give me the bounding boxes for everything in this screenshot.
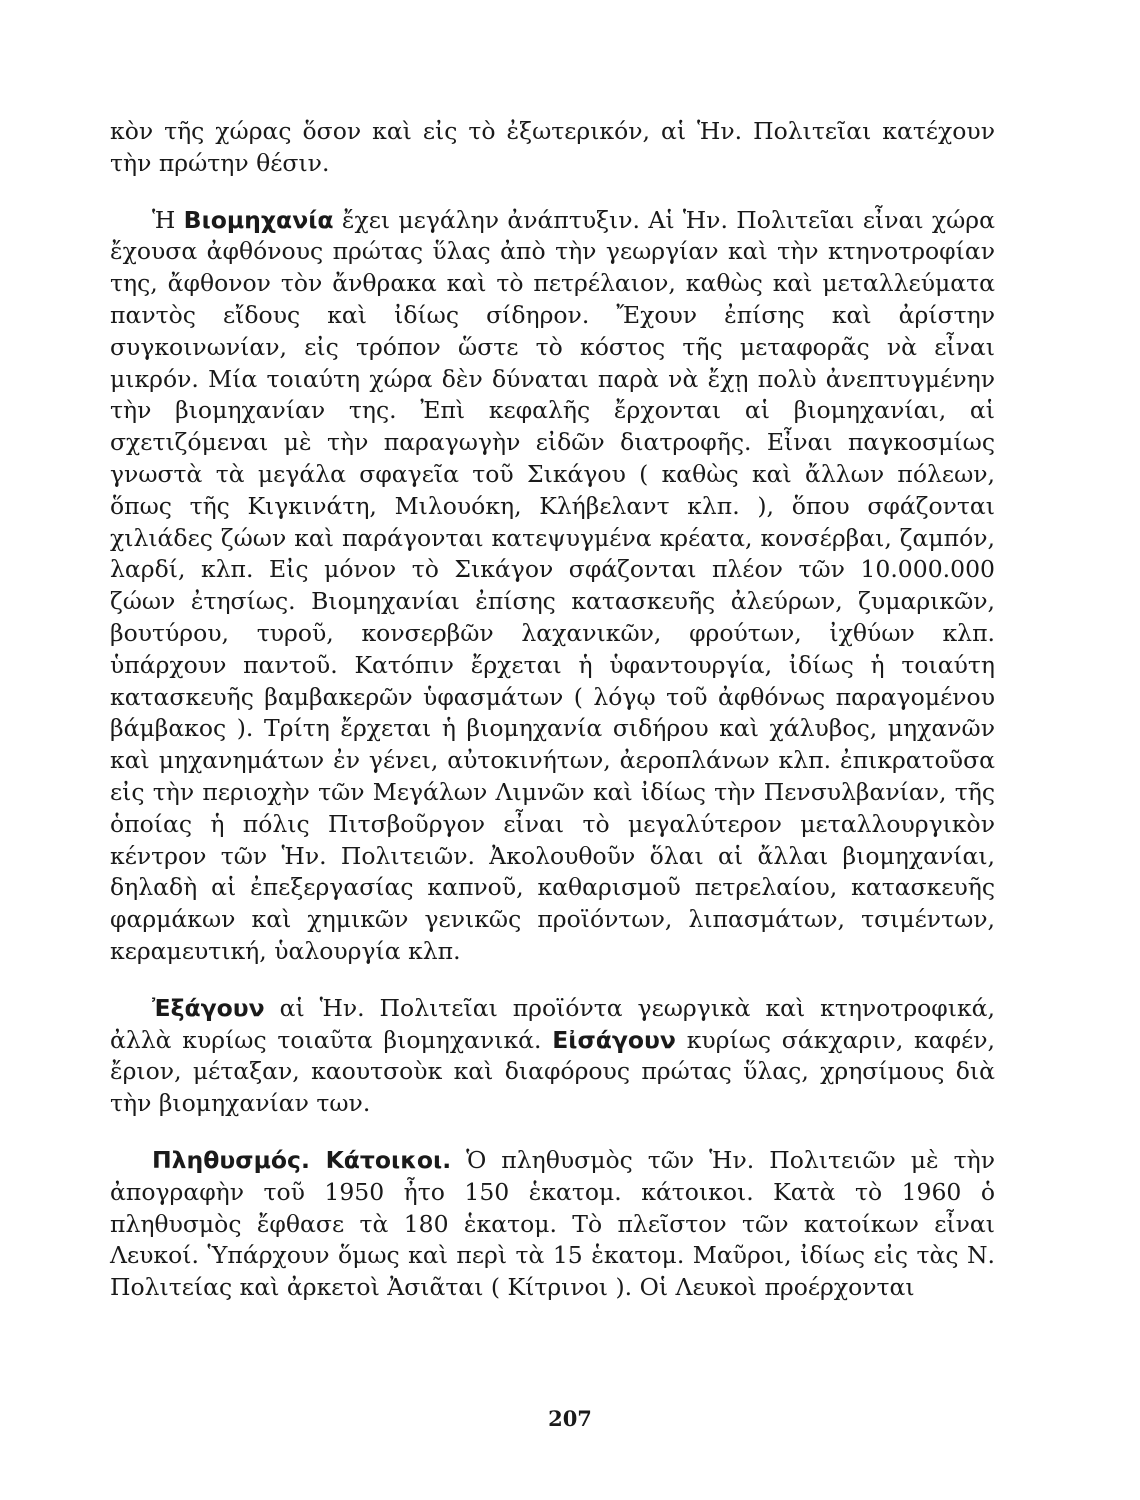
body-text	[110, 116, 995, 1304]
page-number: 207	[548, 1406, 592, 1431]
intro-paragraph: κὸν τῆς χώρας ὅσον καὶ εἰς τὸ ἐξωτερικόν, αἱ Ἡν. Πολιτεῖαι κατέχουν τὴν πρώτην θέσιν.	[110, 117, 995, 177]
industry-prefix: Ἡ	[152, 205, 184, 234]
industry-heading: Βιομηχανία	[183, 205, 334, 234]
trade-paragraph	[110, 993, 995, 1120]
exports-heading: Ἐξάγουν	[152, 993, 265, 1022]
imports-text: κυρίως σάκχαριν, καφέν, ἔριον, μέταξαν, καουτσοὺκ καὶ διαφόρους πρώτας ὕλας, χρησίμους διὰ τὴν βιομηχανίαν των.	[110, 1025, 995, 1118]
exports-text: αἱ Ἡν. Πολιτεῖαι προϊόντα γεωργικὰ καὶ κτηνοτροφικά, ἀλλὰ κυρίως τοιαῦτα βιομηχανικά.	[110, 993, 995, 1054]
industry-text: ἔχει μεγάλην ἀνάπτυξιν. Αἱ Ἡν. Πολιτεῖαι εἶναι χώρα ἔχουσα ἀφθόνους πρώτας ὕλας ἀπὸ τὴν γεωργίαν καὶ τὴν κτηνοτροφίαν της, ἄφθονον τὸν ἄνθρακα καὶ τὸ πετρέλαιον, καθὼς καὶ μεταλλεύματα παντὸς εἴδους καὶ ἰδίως σίδηρον. Ἔχουν ἐπίσης καὶ ἀρίστην συγκοινωνίαν, εἰς τρόπον ὥστε τὸ κόστος τῆς μεταφορᾶς νὰ εἶναι μικρόν. Μία τοιαύτη χώρα δὲν δύναται παρὰ νὰ ἔχῃ πολὺ ἀνεπτυγμένην τὴν βιομηχανίαν της. Ἐπὶ κεφαλῆς ἔρχονται αἱ βιομηχανίαι, αἱ σχετιζόμεναι μὲ τὴν παραγωγὴν εἰδῶν διατροφῆς. Εἶναι παγκοσμίως γνωστὰ τὰ μεγάλα σφαγεῖα τοῦ Σικάγου ( καθὼς καὶ ἄλλων πόλεων, ὅπως τῆς Κιγκινάτη, Μιλουόκη, Κλήβελαντ κλπ. ), ὅπου σφάζονται χιλιάδες ζώων καὶ παράγονται κατεψυγμένα κρέατα, κονσέρβαι, ζαμπόν, λαρδί, κλπ. Εἰς μόνον τὸ Σικάγον σφάζονται πλέον τῶν 10.000.000 ζώων ἐτησίως. Βιομηχανίαι ἐπίσης κατασκευῆς ἀλεύρων, ζυμαρικῶν, βουτύρου, τυροῦ, κονσερβῶν λαχανικῶν, φρούτων, ἰχθύων κλπ. ὑπάρχουν παντοῦ. Κατόπιν ἔρχεται ἡ ὑφαντουργία, ἰδίως ἡ τοιαύτη κατασκευῆς βαμβακερῶν ὑφασμάτων ( λόγῳ τοῦ ἀφθόνως παραγομένου βάμβακος ). Τρίτη ἔρχεται ἡ βιομηχανία σιδήρου καὶ χάλυβος, μηχανῶν καὶ μηχανημάτων ἐν γένει, αὐτοκινήτων, ἀεροπλάνων κλπ. ἐπικρατοῦσα εἰς τὴν περιοχὴν τῶν Μεγάλων Λιμνῶν καὶ ἰδίως τὴν Πενσυλβανίαν, τῆς ὁποίας ἡ πόλις Πιτσβοῦργον εἶναι τὸ μεγαλύτερον μεταλλουργικὸν κέντρον τῶν Ἡν. Πολιτειῶν. Ἀκολουθοῦν ὅλαι αἱ ἄλλαι βιομηχανίαι, δηλαδὴ αἱ ἐπεξεργασίας καπνοῦ, καθαρισμοῦ πετρελαίου, κατασκευῆς φαρμάκων καὶ χημικῶν γενικῶς προϊόντων, λιπασμάτων, τσιμέντων, κεραμευτική, ὑαλουργία κλπ.	[110, 205, 995, 965]
industry-paragraph	[110, 205, 995, 968]
population-text: Ὁ πληθυσμὸς τῶν Ἡν. Πολιτειῶν μὲ τὴν ἀπογραφὴν τοῦ 1950 ἦτο 150 ἑκατομ. κάτοικοι. Κατὰ τὸ 1960 ὁ πληθυσμὸς ἔφθασε τὰ 180 ἑκατομ. Τὸ πλεῖστον τῶν κατοίκων εἶναι Λευκοί. Ὑπάρχουν ὅμως καὶ περὶ τὰ 15 ἑκατομ. Μαῦροι, ἰδίως εἰς τὰς Ν. Πολιτείας καὶ ἀρκετοὶ Ἀσιᾶται ( Κίτρινοι ). Οἱ Λευκοὶ προέρχονται	[110, 1145, 996, 1302]
population-paragraph	[110, 1145, 995, 1304]
imports-heading: Εἰσάγουν	[552, 1025, 676, 1054]
population-heading: Πληθυσμός. Κάτοικοι.	[152, 1145, 452, 1174]
